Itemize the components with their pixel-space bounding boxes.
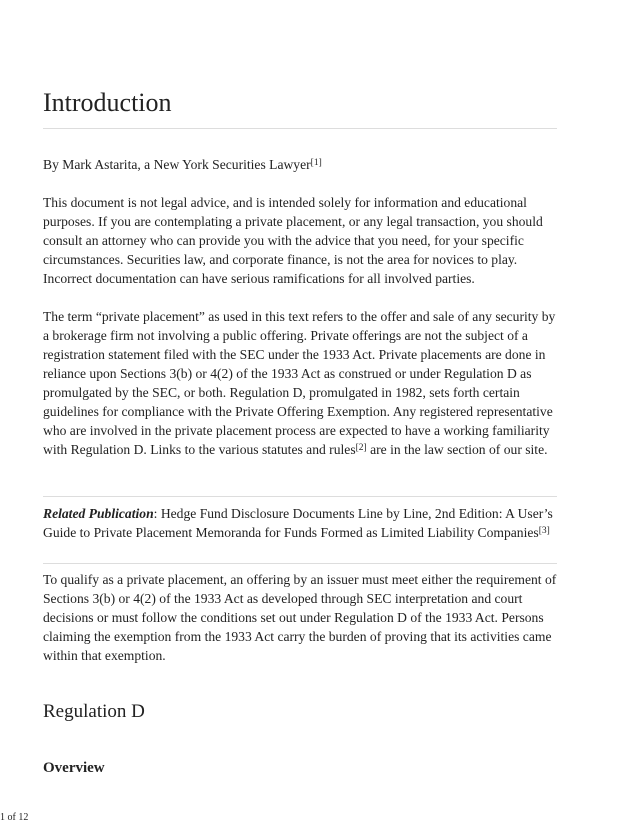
- related-publication: [43, 504, 557, 542]
- footnote-ref-1[interactable]: [1]: [310, 158, 322, 168]
- related-label: Related Publication: [43, 506, 154, 521]
- section-heading: Regulation D: [43, 701, 145, 722]
- paragraph-text: The term “private placement” as used in this text refers to the offer and sale of any security by a brokerage firm not involving a public offering. Private offerings are not the subject of a registration statement filed with the SEC under the 1933 Act. Private placements are done in reliance upon Sections 3(b) or 4(2) of the 1933 Act as construed or under Regulation D as promulgated by the SEC, or both. Regulation D, promulgated in 1982, sets forth certain guidelines for compliance with the Private Offering Exemption. Any registered representative who are involved in the private placement process are expected to have a working familiarity with Regulation D. Links to the various statutes and rules: [43, 309, 556, 457]
- paragraph-text-end: are in the law section of our site.: [366, 442, 548, 457]
- related-top-divider: [43, 496, 557, 497]
- paragraph-disclaimer: This document is not legal advice, and is intended solely for information and educational purposes. If you are contemplating a private placement, or any legal transaction, you should consult an attorney who can provide you with the advice that you need, for your specific circumstances. Securities law, and corporate finance, is not the area for novices to play. Incorrect documentation can have serious ramifications for all involved parties.: [43, 195, 543, 286]
- related-publication-title[interactable]: : Hedge Fund Disclosure Documents Line by Line, 2nd Edition: A User’s Guide to Private Placement Memoranda for Funds Formed as Limited Liability Companies: [43, 506, 553, 540]
- paragraph-private-placement: [43, 307, 557, 459]
- page-title: Introduction: [43, 88, 172, 117]
- byline-text: By Mark Astarita, a New York Securities Lawyer: [43, 157, 311, 172]
- paragraph-qualification: To qualify as a private placement, an offering by an issuer must meet either the requirement of Sections 3(b) or 4(2) of the 1933 Act as developed through SEC interpretation and court decisions or must follow the conditions set out under Regulation D of the 1933 Act. Persons claiming the exemption from the 1933 Act carry the burden of proving that its activities came within that exemption.: [43, 572, 557, 663]
- title-divider: [43, 128, 557, 129]
- footnote-ref-3[interactable]: [3]: [538, 526, 550, 536]
- footnote-ref-2[interactable]: [2]: [355, 443, 367, 453]
- subsection-heading: Overview: [43, 760, 105, 776]
- byline: [43, 155, 557, 174]
- page-indicator: 1 of 12: [0, 812, 29, 823]
- related-bottom-divider: [43, 563, 557, 564]
